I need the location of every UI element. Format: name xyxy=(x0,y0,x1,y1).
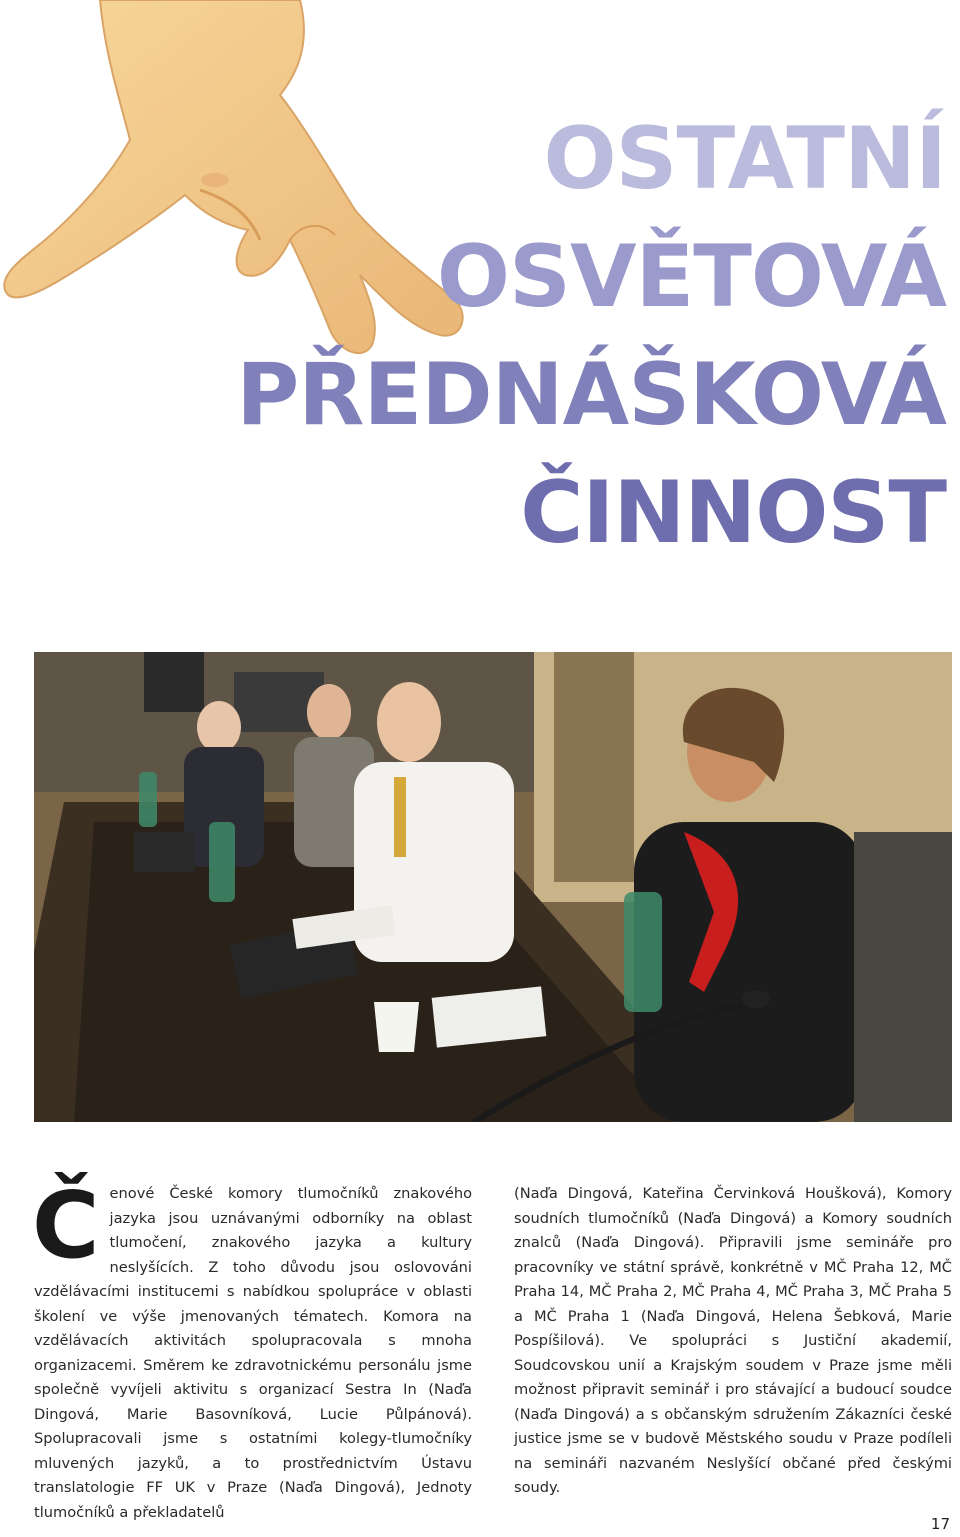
conference-photo-icon xyxy=(34,652,952,1122)
body-column-right xyxy=(514,1182,952,1501)
title-line-1: OSTATNÍ xyxy=(543,109,946,209)
body-text-right: (Naďa Dingová, Kateřina Červinková Houšková), Komory soudních tlumočníků (Naďa Dingová) a Komory soudních znalců (Naďa Dingová). Připravili jsme semináře pro pracovníky ve státní správě, konkrétně v MČ Praha 12, MČ Praha 14, MČ Praha 2, MČ Praha 4, MČ Praha 3, MČ Praha 5 a MČ Praha 1 (Naďa Dingová, Helena Šebková, Marie Pospíšilová). Ve spolupráci s Justiční akademií, Soudcovskou unií a Krajským soudem v Praze jsme měli možnost připravit seminář i pro stávající a budoucí soudce (Naďa Dingová) a s občanským sdružením Zákazníci české justice jsme se v budově Městského soudu v Praze podíleli na semináři nazvaném Neslyšící občané před českými soudy. xyxy=(514,1185,952,1496)
page-number: 17 xyxy=(930,1515,950,1533)
page-title xyxy=(236,100,946,572)
title-line-3: PŘEDNÁŠKOVÁ xyxy=(236,345,946,445)
body-column-left xyxy=(32,1172,472,1525)
title-line-4: ČINNOST xyxy=(520,463,946,563)
body-text-left: enové České komory tlumočníků znakového jazyka jsou uznávanými odborníky na oblast tlumočení, znakového jazyka a kultury neslyšících. Z toho důvodu jsou oslovováni vzdělávacími institucemi s nabídkou spolupráce v oblasti školení ve výše jmenovaných tématech. Komora na vzdělávacích aktivitách spolupracovala s mnoha organizacemi. Směrem ke zdravotnickému personálu jsme společně vyvíjeli aktivitu s organizací Sestra In (Naďa Dingová, Marie Basovníková, Lucie Půlpánová). Spolupracovali jsme s ostatními kolegy-tlumočníky mluvených jazyků, a to prostřednictvím Ústavu translatologie FF UK v Praze (Naďa Dingová), Jednoty tlumočníků a překladatelů xyxy=(34,1185,472,1521)
conference-photo xyxy=(34,652,952,1122)
title-line-2: OSVĚTOVÁ xyxy=(436,227,946,327)
drop-cap: Č xyxy=(32,1172,100,1279)
